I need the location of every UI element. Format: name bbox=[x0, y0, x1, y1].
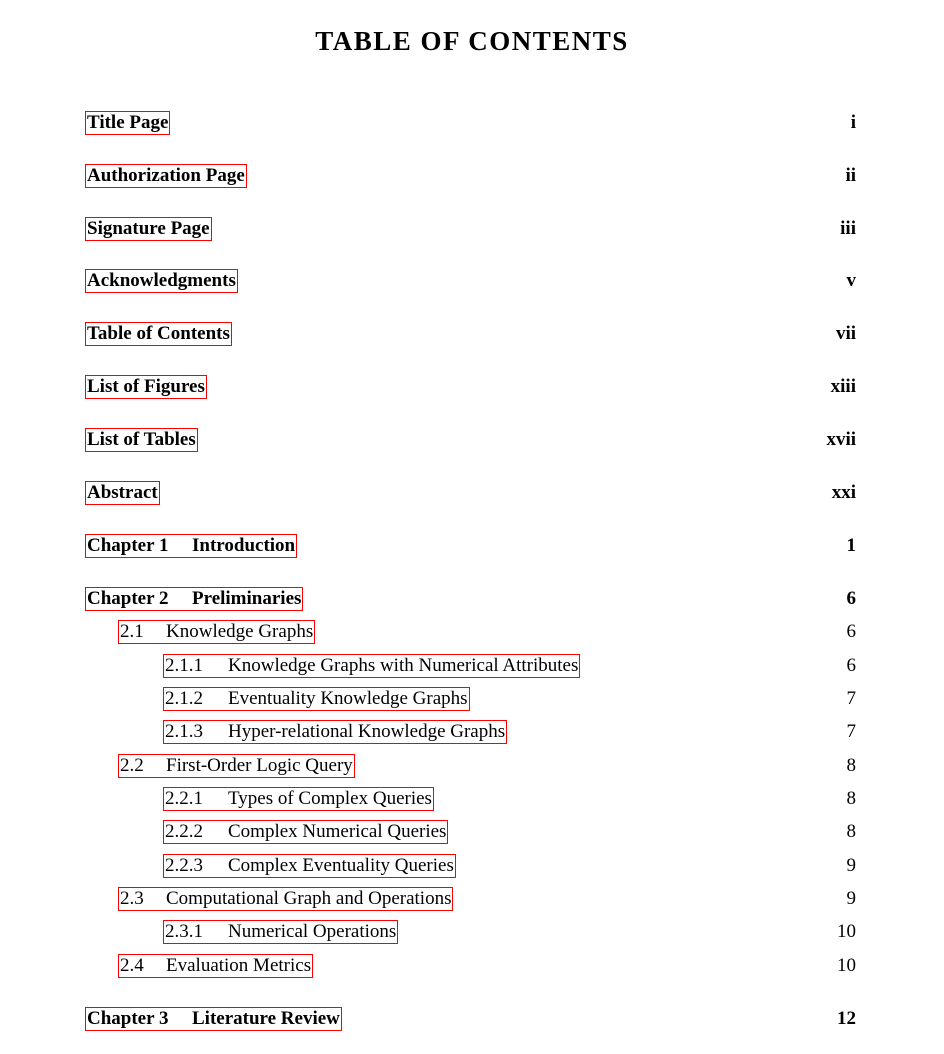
chapter-title: Introduction bbox=[192, 535, 296, 556]
section-title: Numerical Operations bbox=[228, 921, 397, 942]
toc-page-number: 12 bbox=[837, 1008, 856, 1029]
toc-entry-acknowledgments bbox=[0, 269, 944, 293]
toc-entry-section-2-1-1 bbox=[0, 654, 944, 678]
toc-entry-section-2-4 bbox=[0, 954, 944, 978]
toc-page-number: i bbox=[850, 112, 856, 133]
section-title: Types of Complex Queries bbox=[228, 788, 432, 809]
toc-entry-table-of-contents bbox=[0, 322, 944, 346]
toc-link-section-2-1-3[interactable] bbox=[163, 720, 507, 744]
toc-entry-section-2-2-1 bbox=[0, 787, 944, 811]
toc-link-section-2-2[interactable] bbox=[118, 754, 355, 778]
toc-entry-list-of-tables bbox=[0, 428, 944, 452]
toc-link-section-2-3-1[interactable] bbox=[163, 920, 398, 944]
toc-link-section-2-2-2[interactable] bbox=[163, 820, 448, 844]
toc-entry-section-2-2 bbox=[0, 754, 944, 778]
toc-entry-section-2-1-2 bbox=[0, 687, 944, 711]
section-number: 2.2.1 bbox=[165, 788, 203, 809]
chapter-title: Literature Review bbox=[192, 1008, 340, 1029]
section-number: 2.1.2 bbox=[165, 688, 203, 709]
toc-entry-section-2-1 bbox=[0, 620, 944, 644]
toc-page-number: xxi bbox=[831, 482, 856, 503]
toc-page-number: 8 bbox=[846, 788, 856, 809]
toc-entry-section-2-1-3 bbox=[0, 720, 944, 744]
section-title: Complex Eventuality Queries bbox=[228, 855, 454, 876]
toc-entry-abstract bbox=[0, 481, 944, 505]
toc-entry-authorization-page bbox=[0, 164, 944, 188]
toc-page-number: 6 bbox=[846, 588, 856, 609]
section-title: Knowledge Graphs bbox=[166, 621, 314, 642]
toc-link-section-2-1-2[interactable] bbox=[163, 687, 470, 711]
section-title: Evaluation Metrics bbox=[166, 955, 312, 976]
toc-link-section-2-1-1[interactable] bbox=[163, 654, 580, 678]
toc-link-section-2-1[interactable] bbox=[118, 620, 315, 644]
toc-link-table-of-contents[interactable]: Table of Contents bbox=[87, 323, 230, 344]
section-title: Hyper-relational Knowledge Graphs bbox=[228, 721, 506, 742]
toc-page-number: v bbox=[846, 270, 856, 291]
section-number: 2.2 bbox=[120, 755, 144, 776]
toc-page-number: 7 bbox=[846, 688, 856, 709]
section-number: 2.3.1 bbox=[165, 921, 203, 942]
toc-page-number: 10 bbox=[837, 955, 856, 976]
section-number: 2.4 bbox=[120, 955, 144, 976]
chapter-number: Chapter 2 bbox=[87, 588, 169, 609]
toc-entry-section-2-3 bbox=[0, 887, 944, 911]
toc-link-chapter-2[interactable] bbox=[85, 587, 303, 611]
toc-page-number: 8 bbox=[846, 821, 856, 842]
section-number: 2.2.2 bbox=[165, 821, 203, 842]
toc-page-number: ii bbox=[845, 165, 856, 186]
section-title: Eventuality Knowledge Graphs bbox=[228, 688, 468, 709]
toc-entry-chapter-1 bbox=[0, 534, 944, 558]
chapter-number: Chapter 3 bbox=[87, 1008, 169, 1029]
chapter-title: Preliminaries bbox=[192, 588, 302, 609]
section-title: First-Order Logic Query bbox=[166, 755, 353, 776]
toc-page-number: 1 bbox=[846, 535, 856, 556]
toc-page-number: 9 bbox=[846, 855, 856, 876]
toc-link-acknowledgments[interactable]: Acknowledgments bbox=[87, 270, 236, 291]
section-number: 2.3 bbox=[120, 888, 144, 909]
section-number: 2.2.3 bbox=[165, 855, 203, 876]
page-title: TABLE OF CONTENTS bbox=[315, 26, 629, 56]
toc-entry-chapter-2 bbox=[0, 587, 944, 611]
section-title: Computational Graph and Operations bbox=[166, 888, 452, 909]
section-number: 2.1.3 bbox=[165, 721, 203, 742]
toc-page-number: 10 bbox=[837, 921, 856, 942]
toc-link-abstract[interactable]: Abstract bbox=[87, 482, 158, 503]
toc-page-number: xiii bbox=[830, 376, 856, 397]
toc-page-number: 7 bbox=[846, 721, 856, 742]
toc-link-section-2-2-1[interactable] bbox=[163, 787, 434, 811]
toc-entry-title-page bbox=[0, 111, 944, 135]
section-number: 2.1.1 bbox=[165, 655, 203, 676]
toc-entry-section-2-2-2 bbox=[0, 820, 944, 844]
toc-link-section-2-2-3[interactable] bbox=[163, 854, 456, 878]
toc-link-section-2-3[interactable] bbox=[118, 887, 453, 911]
toc-link-section-2-4[interactable] bbox=[118, 954, 313, 978]
toc-page-number: xvii bbox=[826, 429, 856, 450]
toc-link-chapter-3[interactable] bbox=[85, 1007, 342, 1031]
toc-page-number: vii bbox=[835, 323, 856, 344]
chapter-number: Chapter 1 bbox=[87, 535, 169, 556]
toc-page-number: iii bbox=[840, 218, 856, 239]
toc-entry-signature-page bbox=[0, 217, 944, 241]
toc-link-chapter-1[interactable] bbox=[85, 534, 297, 558]
toc-entry-chapter-3 bbox=[0, 1007, 944, 1031]
toc-page-number: 8 bbox=[846, 755, 856, 776]
toc-entry-list-of-figures bbox=[0, 375, 944, 399]
toc-link-authorization-page[interactable]: Authorization Page bbox=[87, 165, 245, 186]
toc-page-number: 6 bbox=[846, 621, 856, 642]
toc-page-number: 6 bbox=[846, 655, 856, 676]
toc-link-signature-page[interactable]: Signature Page bbox=[87, 218, 210, 239]
toc-entry-section-2-2-3 bbox=[0, 854, 944, 878]
toc-link-list-of-tables[interactable]: List of Tables bbox=[87, 429, 196, 450]
section-title: Knowledge Graphs with Numerical Attributes bbox=[228, 655, 579, 676]
toc-link-list-of-figures[interactable]: List of Figures bbox=[87, 376, 205, 397]
toc-link-title-page[interactable]: Title Page bbox=[87, 112, 169, 133]
section-number: 2.1 bbox=[120, 621, 144, 642]
section-title: Complex Numerical Queries bbox=[228, 821, 447, 842]
toc-entry-section-2-3-1 bbox=[0, 920, 944, 944]
toc-page-number: 9 bbox=[846, 888, 856, 909]
